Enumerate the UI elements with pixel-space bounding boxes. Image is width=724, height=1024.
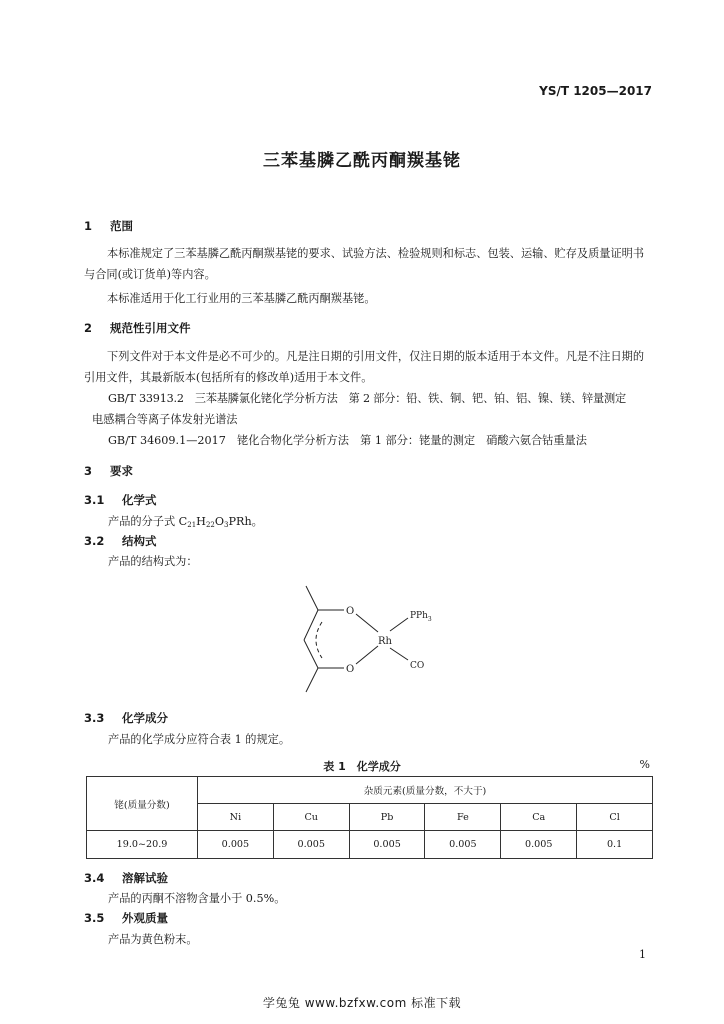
formula-prefix: 产品的分子式 C [108,515,188,528]
section-3-4-heading [84,870,168,886]
subsection-title: 结构式 [122,534,157,548]
element-cell: Ca [501,804,577,831]
dissolution-test-text: 产品的丙酮不溶物含量小于 0.5%。 [108,892,286,905]
value-cell: 0.005 [273,831,349,859]
co-label: CO [410,661,425,671]
section-title: 要求 [110,464,134,478]
element-cell: Cu [273,804,349,831]
subsection-title: 化学式 [122,493,157,507]
element-cell: Fe [425,804,501,831]
subsection-title: 化学成分 [122,711,169,725]
formula-h: H [196,515,206,528]
section-3-5-heading [84,910,168,926]
table-1-caption: 表 1 化学成分 [323,760,401,773]
formula-o: O [214,515,225,528]
pph3-subscript: 3 [427,616,432,623]
value-cell: 0.005 [425,831,501,859]
rh-co-bond [390,648,408,660]
subsection-number: 3.1 [84,493,105,507]
impurity-header-cell: 杂质元素(质量分数，不大于) [198,777,653,804]
formula-h-subscript: 22 [205,521,215,529]
scope-paragraph-1: 本标准规定了三苯基膦乙酰丙酮羰基铑的要求、试验方法、检验规则和标志、包装、运输、贮存及质量证明书与合同(或订货单)等内容。 [84,247,645,281]
subsection-number: 3.4 [84,871,105,885]
table-header-row [87,777,653,804]
footer-watermark: 学兔兔 www.bzfxw.com 标准下载 [262,996,462,1010]
value-cell: 0.005 [198,831,274,859]
reference-2: GB/T 34609.1—2017 铑化合物化学分析方法 第 1 部分：铑量的测定 硝酸六氨合钴重量法 [108,434,587,447]
document-title: 三苯基膦乙酰丙酮羰基铑 [263,151,461,171]
chemical-composition-text: 产品的化学成分应符合表 1 的规定。 [108,733,291,746]
section-number: 2 [84,321,93,335]
formula-suffix: PRh。 [228,515,263,528]
section-3-1-heading [84,492,157,508]
formula-c-subscript: 21 [187,521,197,529]
delocalized-arc [316,622,322,658]
normative-paragraph: 下列文件对于本文件是必不可少的。凡是注日期的引用文件，仅注日期的版本适用于本文件。凡是不注日期的引用文件，其最新版本(包括所有的修改单)适用于本文件。 [84,350,645,384]
structure-intro: 产品的结构式为： [108,555,198,568]
rh-header-cell: 铑(质量分数) [87,777,198,831]
rh-value-cell: 19.0~20.9 [87,831,198,859]
page-number: 1 [639,948,646,961]
o-rh-bond-bottom [356,646,378,664]
subsection-number: 3.2 [84,534,105,548]
chemical-composition-table [86,776,653,859]
oxygen-bottom: O [346,664,355,675]
section-number: 1 [84,219,93,233]
element-cell: Ni [198,804,274,831]
element-cell: Cl [577,804,653,831]
methyl-bond-top [306,586,318,610]
rhodium-label: Rh [378,636,392,647]
standard-code: YS/T 1205—2017 [539,84,652,98]
scope-paragraph-2: 本标准适用于化工行业用的三苯基膦乙酰丙酮羰基铑。 [107,292,376,305]
section-3-2-heading [84,533,157,549]
appearance-text: 产品为黄色粉末。 [108,933,198,946]
pph3-text: PPh [410,611,428,621]
value-cell: 0.1 [577,831,653,859]
oxygen-top: O [346,606,355,617]
pph3-label [410,611,432,623]
subsection-title: 溶解试验 [122,871,169,885]
value-cell: 0.005 [501,831,577,859]
section-3-heading [84,463,133,479]
formula-o-subscript: 3 [224,521,229,529]
section-3-3-heading [84,710,168,726]
section-1-heading [84,218,133,234]
subsection-number: 3.3 [84,711,105,725]
subsection-title: 外观质量 [122,911,169,925]
section-number: 3 [84,464,93,478]
subsection-number: 3.5 [84,911,105,925]
o-rh-bond-top [356,614,378,632]
reference-1-line-2: 电感耦合等离子体发射光谱法 [92,413,238,426]
molecular-formula-line [108,513,263,529]
element-cell: Pb [349,804,425,831]
rh-pph3-bond [390,618,408,631]
structural-formula-diagram [286,578,456,700]
value-cell: 0.005 [349,831,425,859]
section-title: 范围 [110,219,134,233]
table-1-unit: % [639,758,650,771]
reference-1-line-1: GB/T 33913.2 三苯基膦氯化铑化学分析方法 第 2 部分：铅、铁、铜、钯、铂、铝、镍、镁、锌量测定 [108,392,626,405]
section-title: 规范性引用文件 [110,321,191,335]
methyl-bond-bottom [306,668,318,692]
table-value-row [87,831,653,859]
section-2-heading [84,320,191,336]
